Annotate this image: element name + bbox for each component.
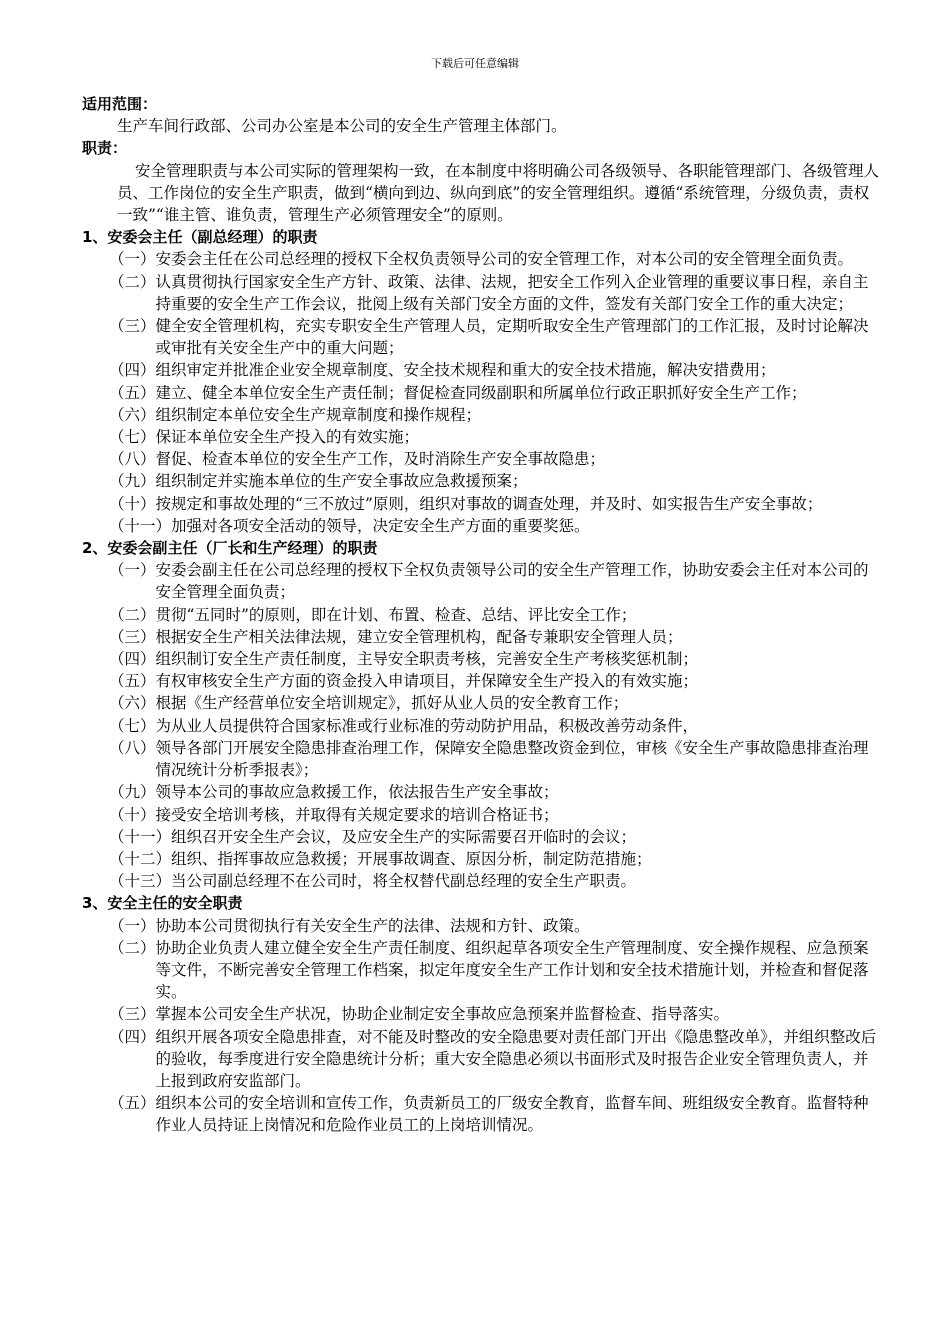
item-text: 健全安全管理机构，充实专职安全生产管理人员，定期听取安全生产管理部门的工作汇报，及时讨论解决或审批有关安全生产中的重大问题； <box>155 317 869 358</box>
scope-text: 生产车间行政部、公司办公室是本公司的安全生产管理主体部门。 <box>117 117 567 136</box>
item-number: （一） <box>109 250 156 269</box>
list-item <box>82 937 882 1004</box>
list-item <box>82 359 882 381</box>
section-title: 2、安委会副主任（厂长和生产经理）的职责 <box>82 539 378 558</box>
item-text: 根据《生产经营单位安全培训规定》，抓好从业人员的安全教育工作； <box>155 694 629 713</box>
list-item <box>82 404 882 426</box>
list-item <box>82 848 882 870</box>
item-text: 组织开展各项安全隐患排查，对不能及时整改的安全隐患要对责任部门开出《隐患整改单》，并组织整改后的验收，每季度进行安全隐患统计分析；重大安全隐患必须以书面形式及时报告企业安全管理负责人，并上报到政府安监部门。 <box>155 1027 877 1090</box>
item-text: 加强对各项安全活动的领导，决定安全生产方面的重要奖惩。 <box>171 516 590 535</box>
list-item <box>82 1092 882 1136</box>
item-number: （三） <box>109 627 156 646</box>
item-number: （七） <box>109 428 156 447</box>
section-title: 1、安委会主任（副总经理）的职责 <box>82 228 318 247</box>
list-item <box>82 248 882 270</box>
duty-text: 安全管理职责与本公司实际的管理架构一致，在本制度中将明确公司各级领导、各职能管理部门、各级管理人员、工作岗位的安全生产职责，做到“横向到边、纵向到底”的安全管理组织。遵循“系统管理，分级负责，责权一致”“谁主管、谁负责，管理生产必须管理安全”的原则。 <box>117 161 880 225</box>
item-text: 领导各部门开展安全隐患排查治理工作，保障安全隐患整改资金到位，审核《安全生产事故隐患排查治理情况统计分析季报表》； <box>155 738 869 780</box>
item-number: （三） <box>109 1005 156 1024</box>
list-item <box>82 448 882 470</box>
item-number: （一） <box>109 916 156 935</box>
item-number: （一） <box>109 561 156 580</box>
section <box>82 892 882 1136</box>
list-item <box>82 626 882 648</box>
item-number: （九） <box>109 472 156 491</box>
item-number: （二） <box>109 605 156 624</box>
document-body <box>82 93 882 1137</box>
item-number: （二） <box>109 272 156 291</box>
item-text: 组织、指挥事故应急救援；开展事故调查、原因分析，制定防范措施； <box>171 849 652 868</box>
duty-heading: 职责： <box>82 139 128 158</box>
item-text: 组织制订安全生产责任制度，主导安全职责考核，完善安全生产考核奖惩机制； <box>155 650 699 669</box>
item-number: （十三） <box>109 872 172 891</box>
item-text: 组织审定并批准企业安全规章制度、安全技术规程和重大的安全技术措施，解决安措费用； <box>155 361 776 380</box>
sections <box>82 226 882 1136</box>
item-text: 掌握本公司安全生产状况，协助企业制定安全事故应急预案并监督检查、指导落实。 <box>155 1005 730 1024</box>
item-text: 当公司副总经理不在公司时，将全权替代副总经理的安全生产职责。 <box>171 872 637 891</box>
item-number: （七） <box>109 716 156 735</box>
item-number: （五） <box>109 672 156 691</box>
item-text: 保证本单位安全生产投入的有效实施； <box>155 428 420 447</box>
list-item <box>82 559 882 603</box>
item-number: （四） <box>109 1027 156 1046</box>
list-item <box>82 493 882 515</box>
list-item <box>82 826 882 848</box>
list-item <box>82 670 882 692</box>
item-number: （十一） <box>109 827 172 846</box>
item-text: 组织本公司的安全培训和宣传工作，负责新员工的厂级安全教育，监督车间、班组级安全教育。监督特种作业人员持证上岗情况和危险作业员工的上岗培训情况。 <box>155 1094 869 1135</box>
list-item <box>82 915 882 937</box>
item-number: （五） <box>109 1094 156 1113</box>
item-number: （六） <box>109 694 156 713</box>
item-number: （三） <box>109 317 156 336</box>
item-number: （十） <box>109 805 156 824</box>
section <box>82 226 882 537</box>
section-title: 3、安全主任的安全职责 <box>82 894 243 913</box>
list-item <box>82 315 882 359</box>
item-number: （八） <box>109 450 156 469</box>
item-text: 贯彻“五同时”的原则，即在计划、布置、检查、总结、评比安全工作； <box>155 605 637 624</box>
section <box>82 537 882 892</box>
item-text: 安委会副主任在公司总经理的授权下全权负责领导公司的安全生产管理工作，协助安委会主任对本公司的安全管理全面负责； <box>155 561 869 602</box>
list-item <box>82 271 882 315</box>
item-number: （四） <box>109 361 156 380</box>
list-item <box>82 426 882 448</box>
list-item <box>82 382 882 404</box>
list-item <box>82 515 882 537</box>
item-text: 根据安全生产相关法律法规，建立安全管理机构，配备专兼职安全管理人员； <box>155 627 683 646</box>
item-text: 有权审核安全生产方面的资金投入申请项目，并保障安全生产投入的有效实施； <box>155 672 699 691</box>
item-number: （五） <box>109 383 156 402</box>
list-item <box>82 804 882 826</box>
list-item <box>82 692 882 714</box>
item-text: 建立、健全本单位安全生产责任制；督促检查同级副职和所属单位行政正职抓好安全生产工作； <box>155 383 807 402</box>
list-item <box>82 1026 882 1093</box>
item-text: 督促、检查本单位的安全生产工作，及时消除生产安全事故隐患； <box>155 450 606 469</box>
item-number: （六） <box>109 405 156 424</box>
item-text: 协助企业负责人建立健全安全生产责任制度、组织起草各项安全生产管理制度、安全操作规程、应急预案等文件，不断完善安全管理工作档案，拟定年度安全生产工作计划和安全技术措施计划，并检查和督促落实。 <box>155 938 869 1002</box>
list-item <box>82 781 882 803</box>
page-header: 下载后可任意编辑 <box>431 57 519 70</box>
item-number: （四） <box>109 650 156 669</box>
item-text: 组织制定并实施本单位的生产安全事故应急救援预案； <box>155 472 528 491</box>
item-text: 协助本公司贯彻执行有关安全生产的法律、法规和方针、政策。 <box>155 916 590 935</box>
list-item <box>82 870 882 892</box>
item-text: 按规定和事故处理的“三不放过”原则，组织对事故的调查处理，并及时、如实报告生产安全事故； <box>155 494 823 513</box>
item-text: 接受安全培训考核，并取得有关规定要求的培训合格证书； <box>155 805 559 824</box>
item-number: （十一） <box>109 516 172 535</box>
list-item <box>82 715 882 737</box>
list-item <box>82 1003 882 1025</box>
item-text: 为从业人员提供符合国家标准或行业标准的劳动防护用品，积极改善劳动条件， <box>155 716 699 735</box>
scope-heading: 适用范围： <box>82 95 158 113</box>
list-item <box>82 737 882 781</box>
item-text: 组织制定本单位安全生产规章制度和操作规程； <box>155 405 482 424</box>
item-number: （八） <box>109 738 156 757</box>
item-text: 安委会主任在公司总经理的授权下全权负责领导公司的安全管理工作，对本公司的安全管理全面负责。 <box>155 250 854 269</box>
item-text: 组织召开安全生产会议，及应安全生产的实际需要召开临时的会议； <box>171 827 637 846</box>
item-number: （二） <box>109 938 156 957</box>
list-item <box>82 604 882 626</box>
item-number: （十） <box>109 494 156 513</box>
list-item <box>82 648 882 670</box>
item-text: 认真贯彻执行国家安全生产方针、政策、法律、法规，把安全工作列入企业管理的重要议事日程，亲自主持重要的安全生产工作会议，批阅上级有关部门安全方面的文件，签发有关部门安全工作的重大决定； <box>155 272 869 313</box>
list-item <box>82 470 882 492</box>
item-text: 领导本公司的事故应急救援工作，依法报告生产安全事故； <box>155 783 559 802</box>
item-number: （十二） <box>109 849 172 868</box>
item-number: （九） <box>109 783 156 802</box>
